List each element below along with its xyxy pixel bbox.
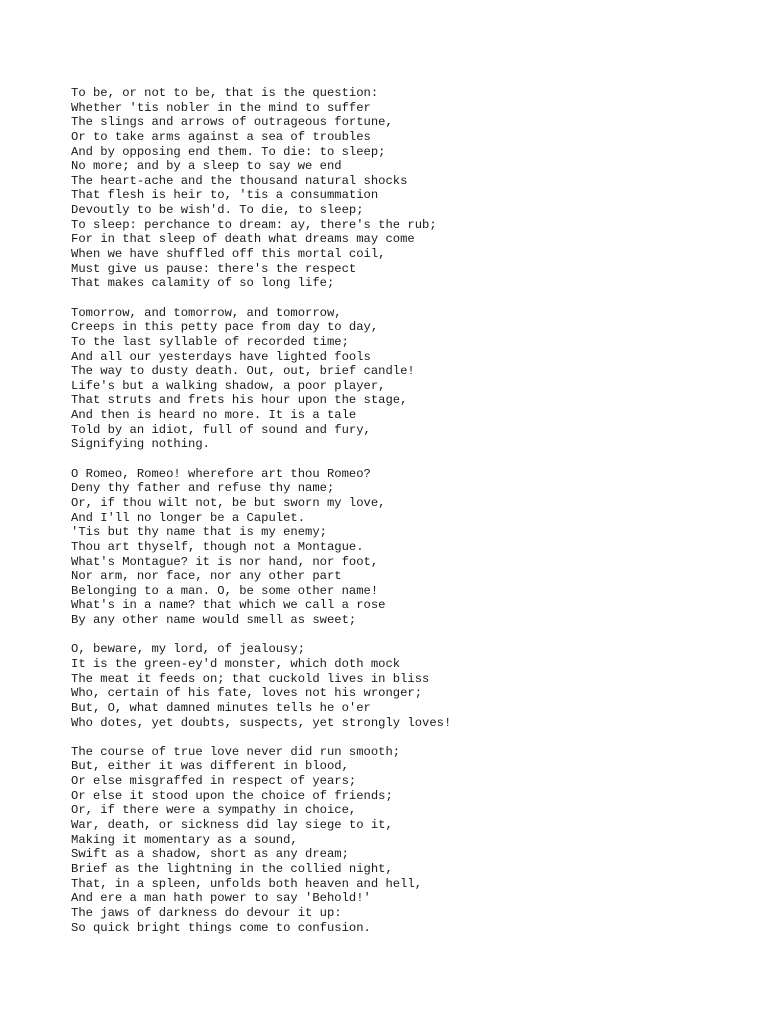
text-line: So quick bright things come to confusion. — [71, 920, 371, 935]
text-line: The jaws of darkness do devour it up: — [71, 905, 342, 920]
text-line: To be, or not to be, that is the question: — [71, 86, 379, 100]
text-line: The course of true love never did run smooth; — [71, 744, 401, 759]
text-line: O Romeo, Romeo! wherefore art thou Romeo? — [71, 466, 371, 481]
text-line: It is the green-ey'd monster, which doth mock — [71, 656, 401, 671]
text-line: The way to dusty death. Out, out, brief candle! — [71, 364, 415, 379]
text-line: And then is heard no more. It is a tale — [71, 408, 357, 423]
text-line: Told by an idiot, full of sound and fury, — [71, 422, 371, 437]
text-line: Brief as the lightning in the collied night, — [71, 861, 393, 876]
text-line: 'Tis but thy name that is my enemy; — [71, 525, 327, 540]
text-line: That makes calamity of so long life; — [71, 276, 335, 291]
text-line: What's Montague? it is nor hand, nor foot, — [71, 554, 379, 569]
text-line: Thou art thyself, though not a Montague. — [71, 539, 364, 554]
text-line: O, beware, my lord, of jealousy; — [71, 642, 306, 657]
text-line: To sleep: perchance to dream: ay, there's the rub; — [71, 217, 437, 232]
text-line: Signifying nothing. — [71, 437, 210, 452]
text-line: Nor arm, nor face, nor any other part — [71, 569, 342, 584]
text-line: Life's but a walking shadow, a poor player, — [71, 378, 386, 393]
text-line: Or else it stood upon the choice of friends; — [71, 788, 393, 803]
text-line: Swift as a shadow, short as any dream; — [71, 847, 349, 862]
text-line: That, in a spleen, unfolds both heaven and hell, — [71, 876, 423, 891]
text-line: Devoutly to be wish'd. To die, to sleep; — [71, 203, 364, 218]
stanza-3 — [71, 467, 751, 628]
text-line: Making it momentary as a sound, — [71, 832, 298, 847]
stanza-1 — [71, 86, 751, 291]
text-line: Must give us pause: there's the respect — [71, 261, 357, 276]
text-line: By any other name would smell as sweet; — [71, 613, 357, 628]
text-line: War, death, or sickness did lay siege to it, — [71, 818, 393, 833]
text-line: The heart-ache and the thousand natural shocks — [71, 173, 408, 188]
text-line: Who dotes, yet doubts, suspects, yet strongly loves! — [71, 715, 452, 730]
text-line: Whether 'tis nobler in the mind to suffer — [71, 100, 371, 115]
text-line: But, either it was different in blood, — [71, 759, 349, 774]
text-line: Or else misgraffed in respect of years; — [71, 774, 357, 789]
text-line: And I'll no longer be a Capulet. — [71, 510, 306, 525]
text-line: Who, certain of his fate, loves not his wronger; — [71, 686, 423, 701]
text-line: And ere a man hath power to say 'Behold!' — [71, 891, 371, 906]
text-line: Or, if there were a sympathy in choice, — [71, 803, 357, 818]
text-line: But, O, what damned minutes tells he o'er — [71, 700, 371, 715]
text-line: Tomorrow, and tomorrow, and tomorrow, — [71, 305, 342, 320]
stanza-5 — [71, 745, 751, 935]
text-line: Or, if thou wilt not, be but sworn my love, — [71, 495, 386, 510]
text-line: The meat it feeds on; that cuckold lives in bliss — [71, 671, 430, 686]
text-line: That struts and frets his hour upon the stage, — [71, 393, 408, 408]
text-line: And by opposing end them. To die: to sleep; — [71, 144, 386, 159]
text-line: To the last syllable of recorded time; — [71, 334, 349, 349]
text-line: Or to take arms against a sea of troubles — [71, 129, 371, 144]
text-line: No more; and by a sleep to say we end — [71, 159, 342, 174]
stanza-2 — [71, 306, 751, 452]
text-line: Belonging to a man. O, be some other name! — [71, 583, 379, 598]
text-line: Deny thy father and refuse thy name; — [71, 481, 335, 496]
text-line: What's in a name? that which we call a rose — [71, 598, 386, 613]
text-line: The slings and arrows of outrageous fortune, — [71, 115, 393, 130]
document-page — [71, 86, 751, 950]
stanza-4 — [71, 642, 751, 730]
text-line: For in that sleep of death what dreams may come — [71, 232, 415, 247]
text-line: That flesh is heir to, 'tis a consummation — [71, 188, 379, 203]
text-line: And all our yesterdays have lighted fools — [71, 349, 371, 364]
text-line: When we have shuffled off this mortal coil, — [71, 247, 386, 262]
text-line: Creeps in this petty pace from day to day, — [71, 320, 379, 335]
